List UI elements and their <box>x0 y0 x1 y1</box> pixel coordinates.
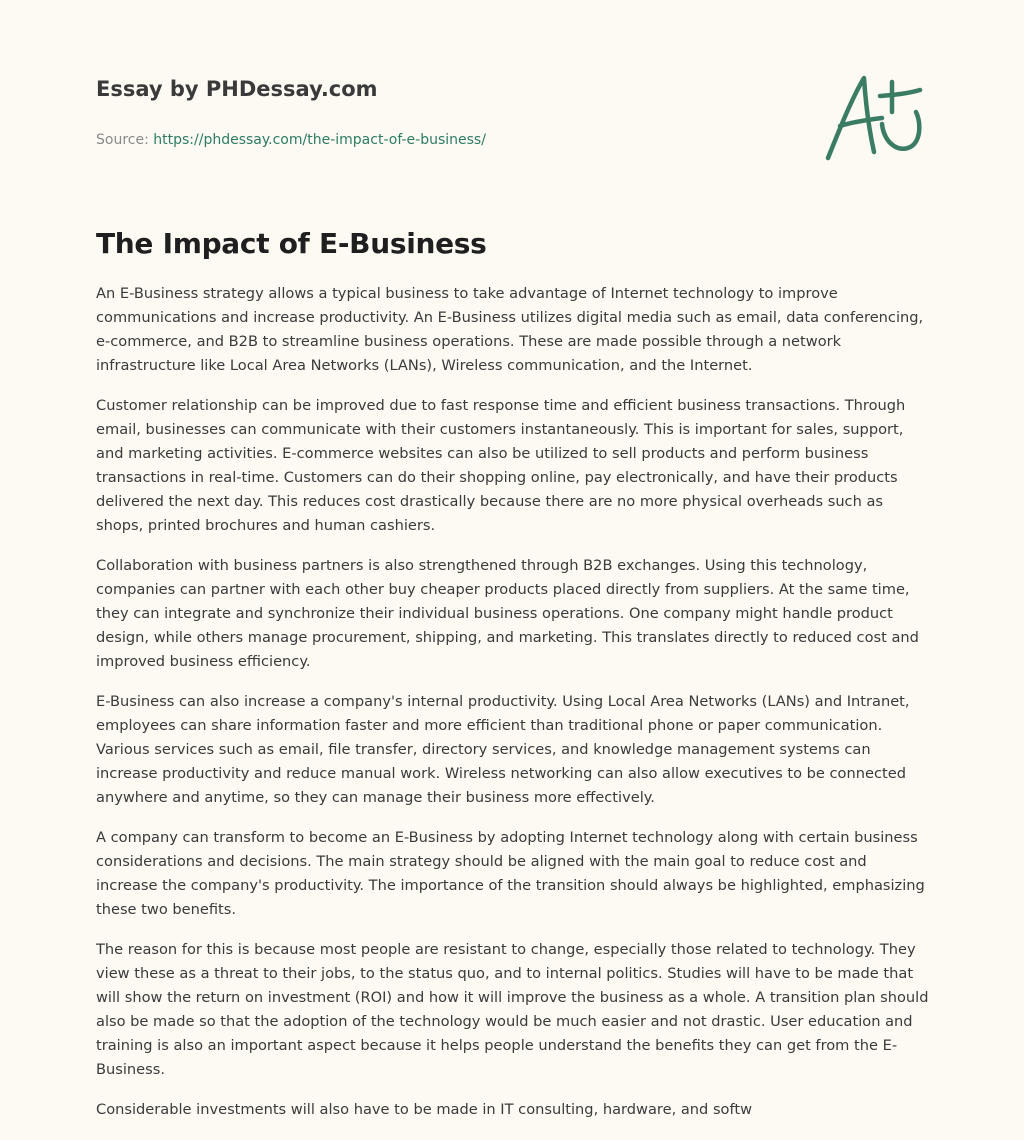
essay-title: The Impact of E-Business <box>96 227 487 260</box>
essay-paragraph: The reason for this is because most people are resistant to change, especially those related to technology. They view these as a threat to their jobs, to the status quo, and to internal politics. Studies will have to be made that will show the return on investment (ROI) and how it will improve the business as a whole. A transition plan should also be made so that the adoption of the technology would be much easier and not drastic. User education and training is also an important aspect because it helps people understand the benefits they can get from the E-Business. <box>96 941 929 1078</box>
source-link[interactable]: https://phdessay.com/the-impact-of-e-business/ <box>153 132 486 148</box>
essay-paragraph: An E-Business strategy allows a typical business to take advantage of Internet technology to improve communications and increase productivity. An E-Business utilizes digital media such as email, data conferencing, e-commerce, and B2B to streamline business operations. These are made possible through a network infrastructure like Local Area Networks (LANs), Wireless communication, and the Internet. <box>96 285 924 374</box>
essay-paragraph: A company can transform to become an E-Business by adopting Internet technology along with certain business considerations and decisions. The main strategy should be aligned with the main goal to reduce cost and increase the company's productivity. The importance of the transition should always be highlighted, emphasizing these two benefits. <box>96 829 925 918</box>
page-header <box>96 74 736 150</box>
a-plus-grade-icon <box>822 68 928 164</box>
source-line <box>96 130 736 150</box>
brand-title: Essay by PHDessay.com <box>96 77 378 101</box>
essay-paragraph: Collaboration with business partners is also strengthened through B2B exchanges. Using this technology, companies can partner with each other buy cheaper products placed directly from suppliers. At the same time, they can integrate and synchronize their individual business operations. One company might handle product design, while others manage procurement, shipping, and marketing. This translates directly to reduced cost and improved business efficiency. <box>96 557 919 670</box>
essay-content <box>96 224 930 1138</box>
source-label: Source: <box>96 132 149 148</box>
essay-paragraph: E-Business can also increase a company's internal productivity. Using Local Area Networks (LANs) and Intranet, employees can share information faster and more efficient than traditional phone or paper communication. Various services such as email, file transfer, directory services, and knowledge management systems can increase productivity and reduce manual work. Wireless networking can also allow executives to be connected anywhere and anytime, so they can manage their business more effectively. <box>96 693 910 806</box>
essay-paragraph: Customer relationship can be improved due to fast response time and efficient business transactions. Through email, businesses can communicate with their customers instantaneously. This is important for sales, support, and marketing activities. E-commerce websites can also be utilized to sell products and perform business transactions in real-time. Customers can do their shopping online, pay electronically, and have their products delivered the next day. This reduces cost drastically because there are no more physical overheads such as shops, printed brochures and human cashiers. <box>96 397 906 534</box>
essay-paragraph: Considerable investments will also have to be made in IT consulting, hardware, and softw <box>96 1101 753 1118</box>
